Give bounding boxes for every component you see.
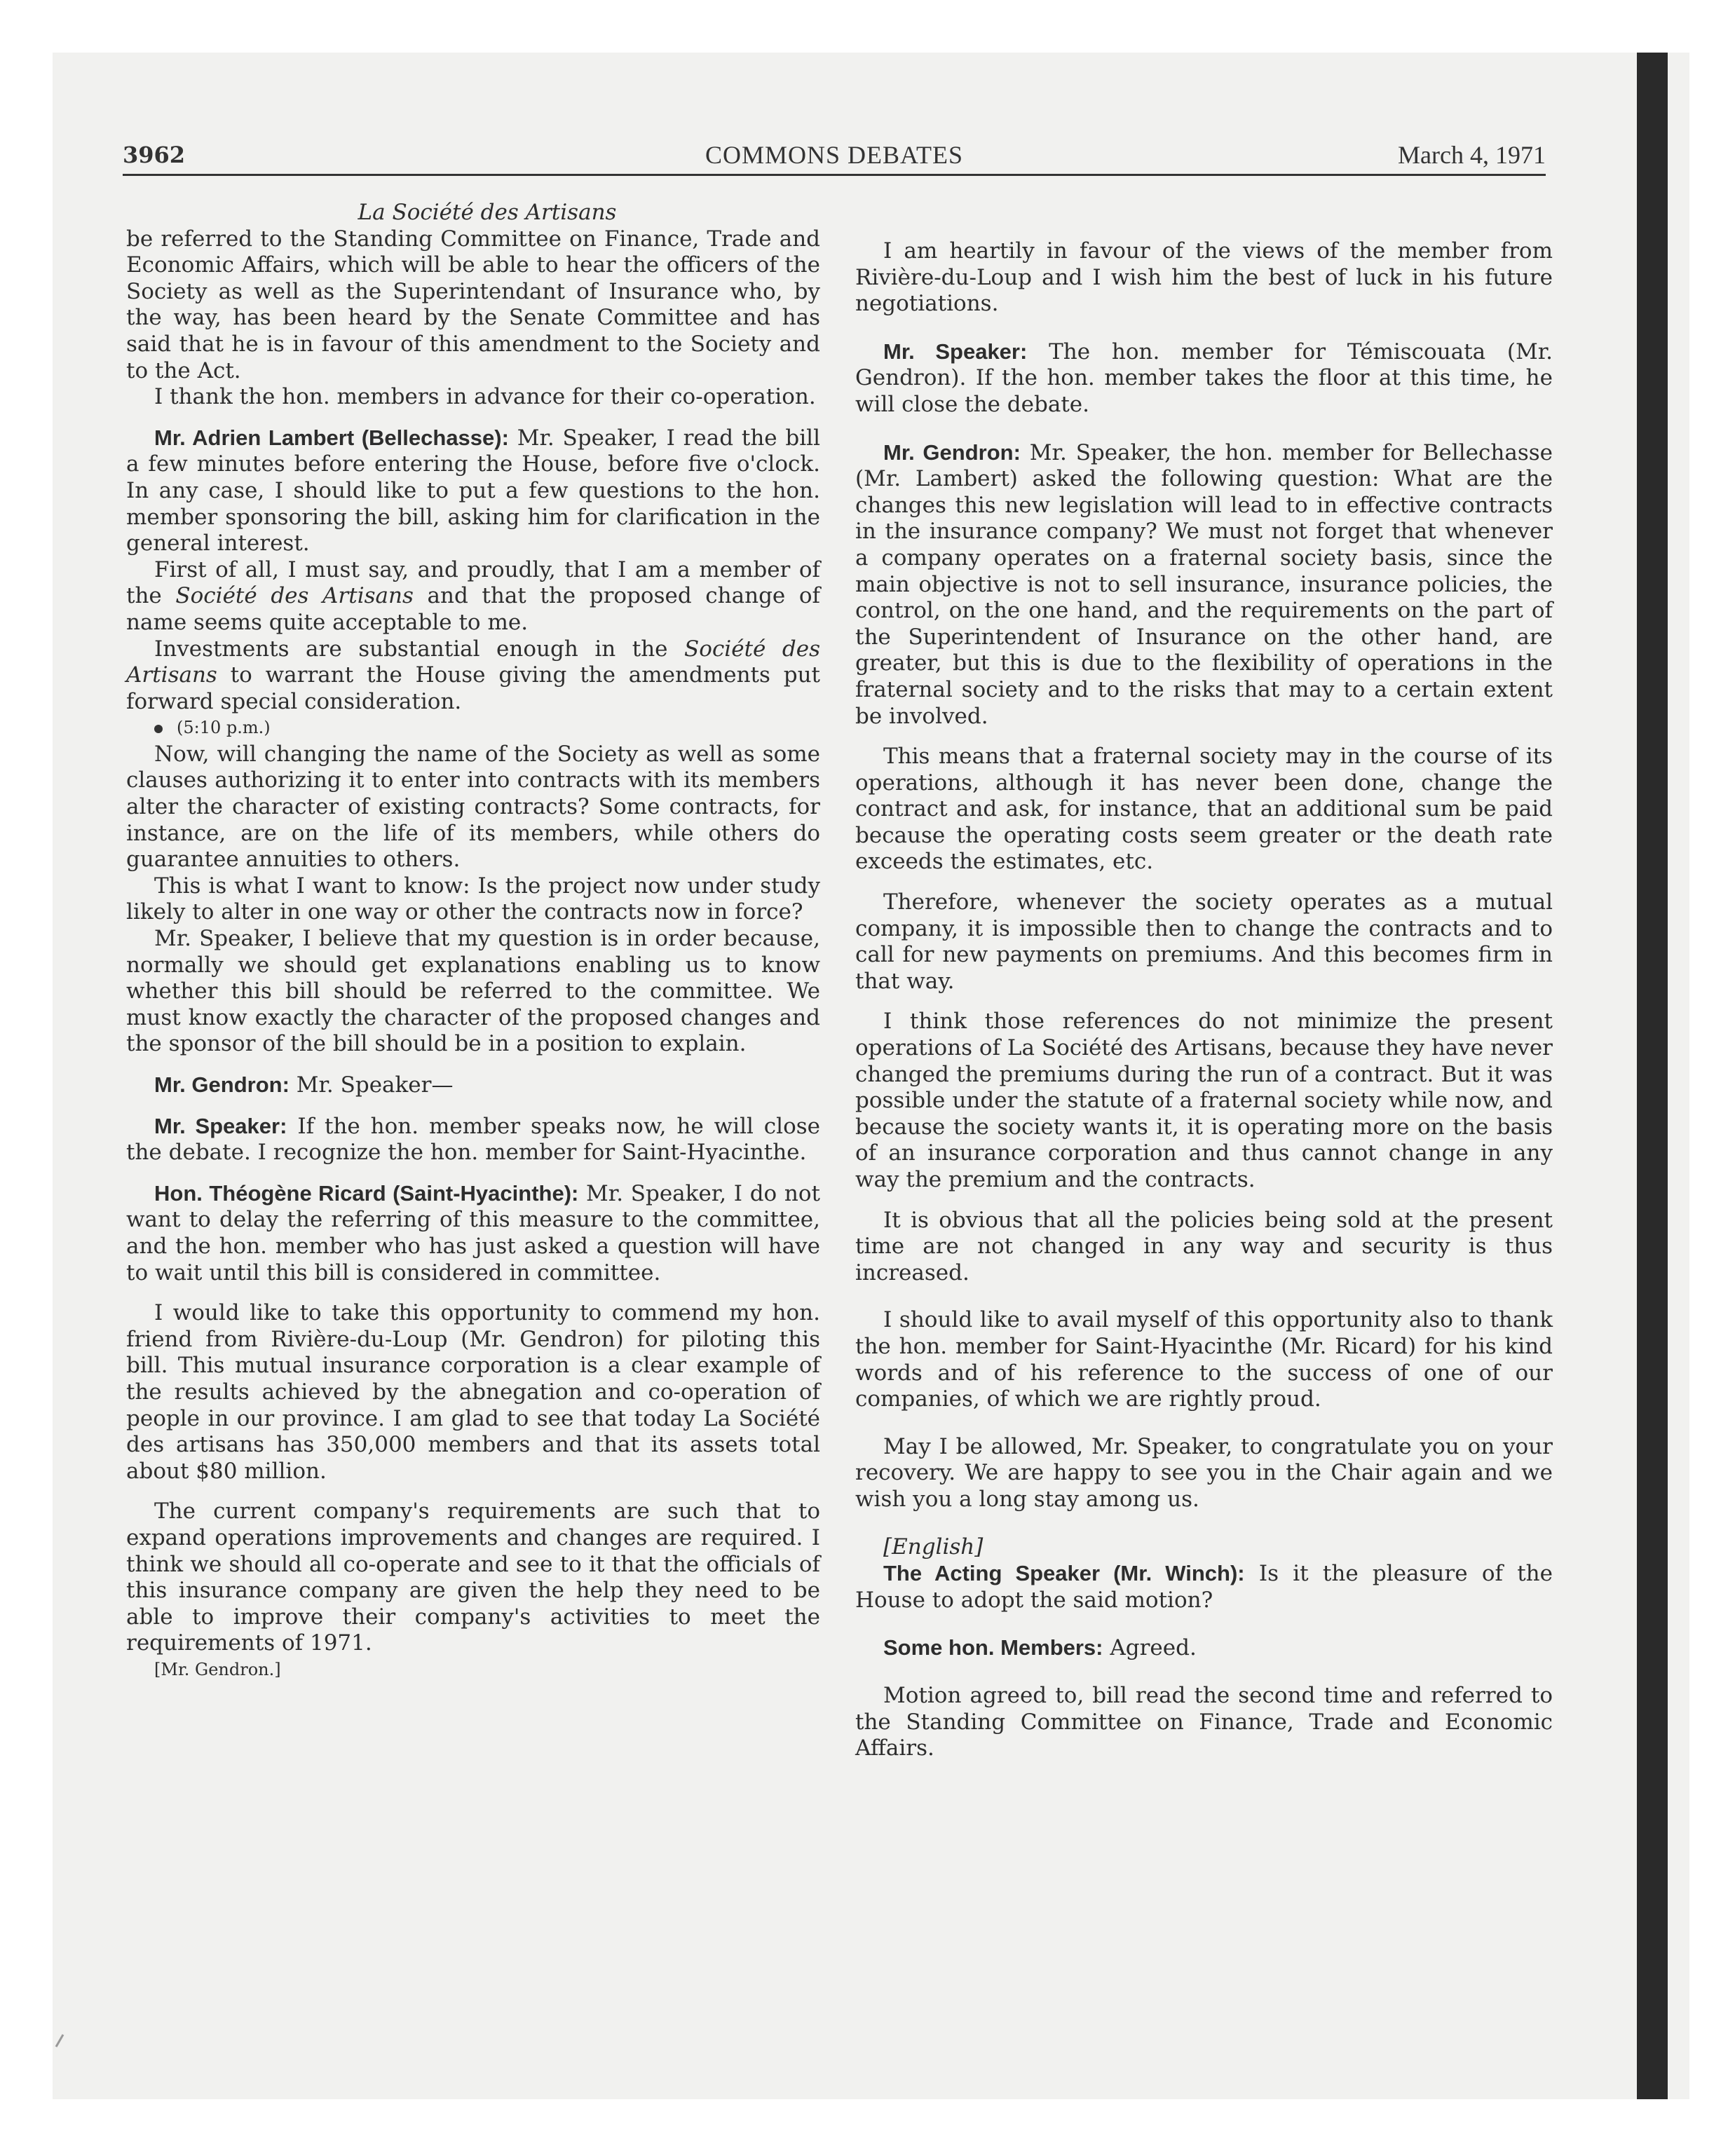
page-date: March 4, 1971 <box>1398 141 1546 169</box>
speech-paragraph <box>855 439 1553 730</box>
speaker-name: Mr. Speaker: <box>883 339 1028 364</box>
paragraph: I am heartily in favour of the views of the member from Rivière-du-Loup and I wish him the best of luck in his future negotiations. <box>855 238 1553 317</box>
speaker-name: Mr. Speaker: <box>154 1113 287 1138</box>
text-run: First of all, I must say, and proudly, that I am a member of the <box>126 557 820 609</box>
speech-text: Agreed. <box>1103 1635 1197 1661</box>
paragraph: This is what I want to know: Is the project now under study likely to alter in one way or other the contracts now in force? <box>126 873 820 925</box>
speech-text: Mr. Speaker, I read the bill a few minutes before entering the House, before five o'clock. In any case, I should like to put a few questions to the hon. member sponsoring the bill, asking him for clarification in the general interest. <box>126 425 820 557</box>
language-tag: [English] <box>883 1534 984 1560</box>
timestamp-text: (5:10 p.m.) <box>177 718 271 738</box>
speech-paragraph <box>855 1635 1553 1662</box>
speaker-name: Mr. Gendron: <box>154 1072 290 1097</box>
speech-paragraph <box>126 1180 820 1286</box>
paragraph: I would like to take this opportunity to commend my hon. friend from Rivière-du-Loup (Mr. Gendron) for piloting this bill. This mutual insurance corporation is a clear example of the results achieved by the abnegation and co-operation of people in our province. I am glad to see that today La Société des artisans has 350,000 members and that its assets total about $80 million. <box>126 1300 820 1484</box>
italic-run: Société des Artisans <box>126 636 821 688</box>
page-footer: [Mr. Gendron.] <box>154 1659 281 1679</box>
paragraph: I think those references do not minimize the present operations of La Société des Artisans, because they have never changed the premiums during the run of a contract. But it was possible under the statute of a fraternal society while now, and because the society wants it, it is operating more on the basis of an insurance corporation and thus cannot change in any way the premium and the contracts. <box>855 1009 1553 1192</box>
speaker-name: Some hon. Members: <box>883 1635 1103 1660</box>
speaker-name: Mr. Adrien Lambert (Bellechasse): <box>154 425 509 450</box>
speech-text: If the hon. member speaks now, he will close the debate. I recognize the hon. member for Saint-Hyacinthe. <box>126 1113 820 1166</box>
paragraph <box>126 557 820 636</box>
bullet-icon <box>154 725 163 733</box>
speech-text: The hon. member for Témiscouata (Mr. Gendron). If the hon. member takes the floor at this time, he will close the debate. <box>855 339 1553 417</box>
speech-paragraph <box>126 1072 820 1099</box>
right-column <box>855 238 1553 1762</box>
text-run: and that the proposed change of name seems quite acceptable to me. <box>126 583 821 635</box>
scan-edge-shadow <box>1637 53 1668 2099</box>
speaker-name: Mr. Gendron: <box>883 439 1021 465</box>
paragraph: I should like to avail myself of this opportunity also to thank the hon. member for Saint-Hyacinthe (Mr. Ricard) for his kind words and of his reference to the success of one of our companies, of which we are rightly proud. <box>855 1307 1553 1412</box>
speech-paragraph <box>126 1113 820 1166</box>
page-header <box>123 139 1546 176</box>
paragraph: Now, will changing the name of the Society as well as some clauses authorizing it to enter into contracts with its members alter the character of existing contracts? Some contracts, for instance, are on the life of its members, while others do guarantee annuities to others. <box>126 741 820 873</box>
timestamp <box>126 715 820 742</box>
page-number: 3962 <box>123 142 186 168</box>
text-run: to warrant the House giving the amendments put forward special consideration. <box>126 662 820 714</box>
speech-paragraph <box>126 425 820 557</box>
paragraph: Mr. Speaker, I believe that my question is in order because, normally we should get explanations enabling us to know whether this bill should be referred to the committee. We must know exactly the character of the proposed changes and the sponsor of the bill should be in a position to explain. <box>126 926 820 1057</box>
speech-paragraph <box>855 1560 1553 1613</box>
paragraph: Motion agreed to, bill read the second time and referred to the Standing Committee on Finance, Trade and Economic Affairs. <box>855 1682 1553 1761</box>
speech-text: Mr. Speaker— <box>289 1072 454 1098</box>
paragraph <box>126 636 820 716</box>
paragraph: The current company's requirements are such that to expand operations improvements and changes are required. I think we should all co-operate and see to it that the officials of this insurance company are given the help they need to be able to improve their company's activities to meet the requirements of 1971. <box>126 1499 820 1656</box>
speech-text: Mr. Speaker, the hon. member for Bellechasse (Mr. Lambert) asked the following question: What are the changes this new legislation will lead to in effective contracts in the insurance company? We must not forget that whenever a company operates on a fraternal society basis, since the main objective is not to sell insurance, insurance policies, the control, on the one hand, and the requirements on the part of the Superintendent of Insurance on the other hand, are greater, but this is due to the flexibility of operations in the fraternal society and to the risks that may to a certain extent be involved. <box>855 439 1553 729</box>
speaker-name: The Acting Speaker (Mr. Winch): <box>883 1561 1245 1586</box>
paragraph: I thank the hon. members in advance for their co-operation. <box>154 384 816 410</box>
paragraph: It is obvious that all the policies being sold at the present time are not changed in any way and security is thus increased. <box>855 1207 1553 1285</box>
paragraph: Therefore, whenever the society operates as a mutual company, it is impossible then to change the contracts and to call for new payments on premiums. And this becomes firm in that way. <box>855 889 1553 994</box>
paragraph: This means that a fraternal society may in the course of its operations, although it has never been done, change the contract and ask, for instance, that an additional sum be paid because the operating costs seem greater or the death rate exceeds the estimates, etc. <box>855 744 1553 875</box>
running-title: La Société des Artisans <box>358 200 617 225</box>
speech-text: Mr. Speaker, I do not want to delay the referring of this measure to the committee, and the hon. member who has just asked a question will have to wait until this bill is considered in committee. <box>126 1180 820 1285</box>
left-column <box>126 200 820 1683</box>
speech-text: Is it the pleasure of the House to adopt the said motion? <box>855 1561 1553 1613</box>
speech-paragraph <box>855 339 1553 418</box>
paragraph: be referred to the Standing Committee on Finance, Trade and Economic Affairs, which will be able to hear the officers of the Society as well as the Superintendant of Insurance who, by the way, has been heard by the Senate Committee and has said that he is in favour of this amendment to the Society and to the Act. <box>126 226 820 383</box>
speaker-name: Hon. Théogène Ricard (Saint-Hyacinthe): <box>154 1180 579 1206</box>
paragraph: May I be allowed, Mr. Speaker, to congratulate you on your recovery. We are happy to see you in the Chair again and we wish you a long stay among us. <box>855 1433 1553 1512</box>
text-run: Investments are substantial enough in the <box>154 636 685 662</box>
publication-title: COMMONS DEBATES <box>705 141 964 169</box>
italic-run: Société des Artisans <box>175 583 414 609</box>
